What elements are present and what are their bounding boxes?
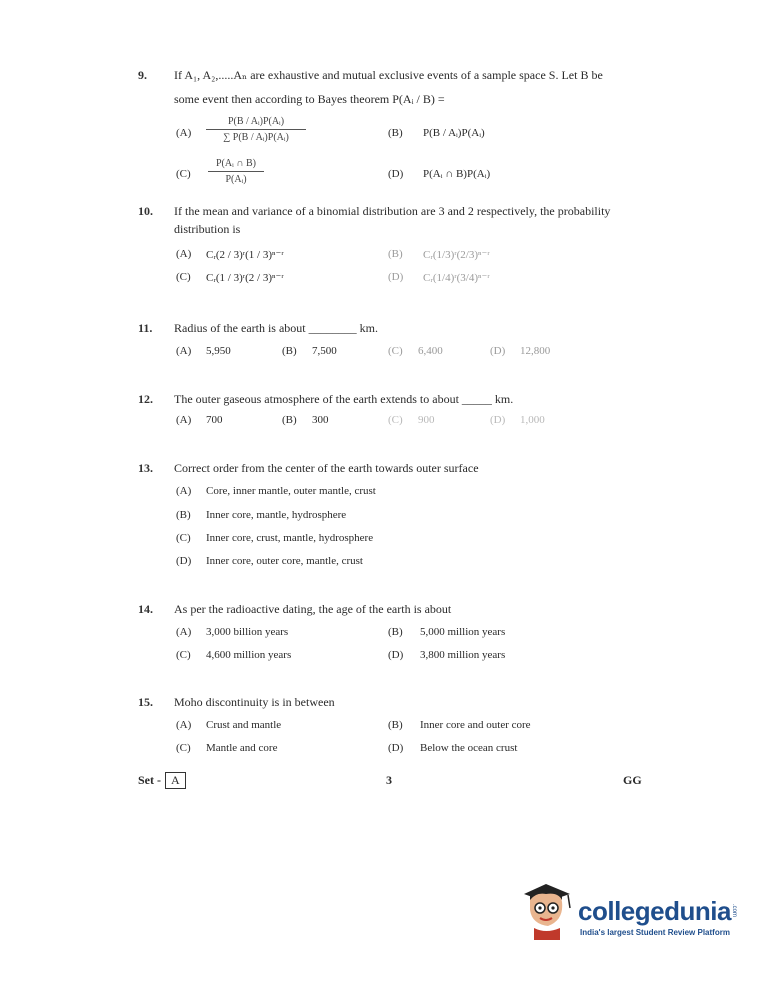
option-label: (A) — [176, 719, 192, 731]
fraction-numerator: P(Aᵢ ∩ B) — [216, 158, 256, 169]
option-text: Mantle and core — [206, 742, 278, 754]
mascot-icon — [520, 880, 576, 944]
question-text: As per the radioactive dating, the age of the earth is about — [174, 602, 452, 616]
option-label: (C) — [176, 649, 191, 661]
set-indicator — [138, 772, 186, 789]
question-text-cont: some event then according to Bayes theorem P(Aᵢ / B) = — [174, 92, 445, 106]
option-text: Inner core, outer core, mantle, crust — [206, 555, 363, 567]
option-label: (D) — [490, 345, 506, 357]
option-label: (D) — [490, 414, 506, 426]
brand-name: collegedunia — [578, 896, 731, 926]
option-text: 1,000 — [520, 414, 545, 426]
option-label: (B) — [388, 626, 403, 638]
option-text: Crust and mantle — [206, 719, 282, 731]
option-text: 6,400 — [418, 345, 443, 357]
option-c-fraction — [208, 158, 264, 185]
option-label: (B) — [282, 345, 297, 357]
question-number: 10. — [138, 204, 153, 218]
brand-tagline: India's largest Student Review Platform — [580, 928, 730, 937]
option-text: P(Aᵢ ∩ B)P(Aᵢ) — [423, 168, 491, 180]
question-text: Radius of the earth is about ________ km. — [174, 321, 378, 335]
option-label: (B) — [388, 719, 403, 731]
option-label: (B) — [388, 127, 403, 139]
option-label: (D) — [388, 649, 404, 661]
option-label: (B) — [388, 248, 403, 260]
question-number: 13. — [138, 461, 153, 475]
question-number: 14. — [138, 602, 153, 616]
option-text: Cᵣ(1/3)ʳ(2/3)ⁿ⁻ʳ — [423, 249, 490, 261]
fraction-bar — [206, 129, 306, 130]
set-label: Set - — [138, 773, 161, 787]
question-text: Moho discontinuity is in between — [174, 695, 335, 709]
option-label: (A) — [176, 127, 192, 139]
question-number: 11. — [138, 321, 153, 335]
option-label: (C) — [176, 532, 191, 544]
option-label: (B) — [176, 509, 191, 521]
option-text: Inner core and outer core — [420, 719, 531, 731]
question-text: If A₁, A₂,.....Aₙ are exhaustive and mutual exclusive events of a sample space S. Let B be — [174, 68, 603, 82]
option-label: (C) — [176, 271, 191, 283]
mascot-logo-icon — [520, 880, 576, 944]
question-text: Correct order from the center of the earth towards outer surface — [174, 461, 479, 475]
option-label: (D) — [176, 555, 192, 567]
option-label: (D) — [388, 271, 404, 283]
option-label: (A) — [176, 248, 192, 260]
option-text: 300 — [312, 414, 329, 426]
option-label: (C) — [176, 742, 191, 754]
question-text: The outer gaseous atmosphere of the earth extends to about _____ km. — [174, 392, 514, 406]
option-label: (C) — [388, 345, 403, 357]
option-text: 4,600 million years — [206, 649, 292, 661]
option-text: Cᵣ(2 / 3)ʳ(1 / 3)ⁿ⁻ʳ — [206, 249, 284, 261]
option-label: (B) — [282, 414, 297, 426]
question-text-cont: distribution is — [174, 222, 241, 236]
fraction-bar — [208, 171, 264, 172]
option-text: 700 — [206, 414, 223, 426]
option-text: Inner core, crust, mantle, hydrosphere — [206, 532, 374, 544]
option-text: 5,000 million years — [420, 626, 506, 638]
option-text: Inner core, mantle, hydrosphere — [206, 509, 347, 521]
paper-code: GG — [623, 773, 642, 787]
option-text: 7,500 — [312, 345, 337, 357]
brand-domain: .com — [731, 904, 737, 918]
option-text: 3,000 billion years — [206, 626, 289, 638]
option-text: Core, inner mantle, outer mantle, crust — [206, 485, 376, 497]
option-label: (A) — [176, 345, 192, 357]
question-number: 15. — [138, 695, 153, 709]
fraction-numerator: P(B / Aᵢ)P(Aᵢ) — [227, 116, 285, 127]
fraction-denominator: P(Aᵢ) — [225, 174, 247, 185]
option-text: Below the ocean crust — [420, 742, 518, 754]
question-number: 9. — [138, 68, 147, 82]
page-number: 3 — [386, 773, 392, 787]
option-text: Cᵣ(1 / 3)ʳ(2 / 3)ⁿ⁻ʳ — [206, 272, 284, 284]
option-label: (A) — [176, 485, 192, 497]
option-a-fraction — [206, 116, 306, 143]
fraction-denominator: ∑ P(B / Aᵢ)P(Aᵢ) — [223, 132, 289, 143]
option-text: 12,800 — [520, 345, 551, 357]
question-number: 12. — [138, 392, 153, 406]
option-label: (D) — [388, 742, 404, 754]
option-text: 900 — [418, 414, 435, 426]
option-text: P(B / Aᵢ)P(Aᵢ) — [423, 127, 485, 139]
option-label: (A) — [176, 414, 192, 426]
option-label: (C) — [388, 414, 403, 426]
option-label: (C) — [176, 168, 191, 180]
option-label: (D) — [388, 168, 404, 180]
option-text: 5,950 — [206, 345, 231, 357]
option-label: (A) — [176, 626, 192, 638]
option-text: 3,800 million years — [420, 649, 506, 661]
option-text: Cᵣ(1/4)ʳ(3/4)ⁿ⁻ʳ — [423, 272, 490, 284]
set-value-box: A — [165, 772, 186, 789]
question-text: If the mean and variance of a binomial distribution are 3 and 2 respectively, the probability — [174, 204, 611, 218]
